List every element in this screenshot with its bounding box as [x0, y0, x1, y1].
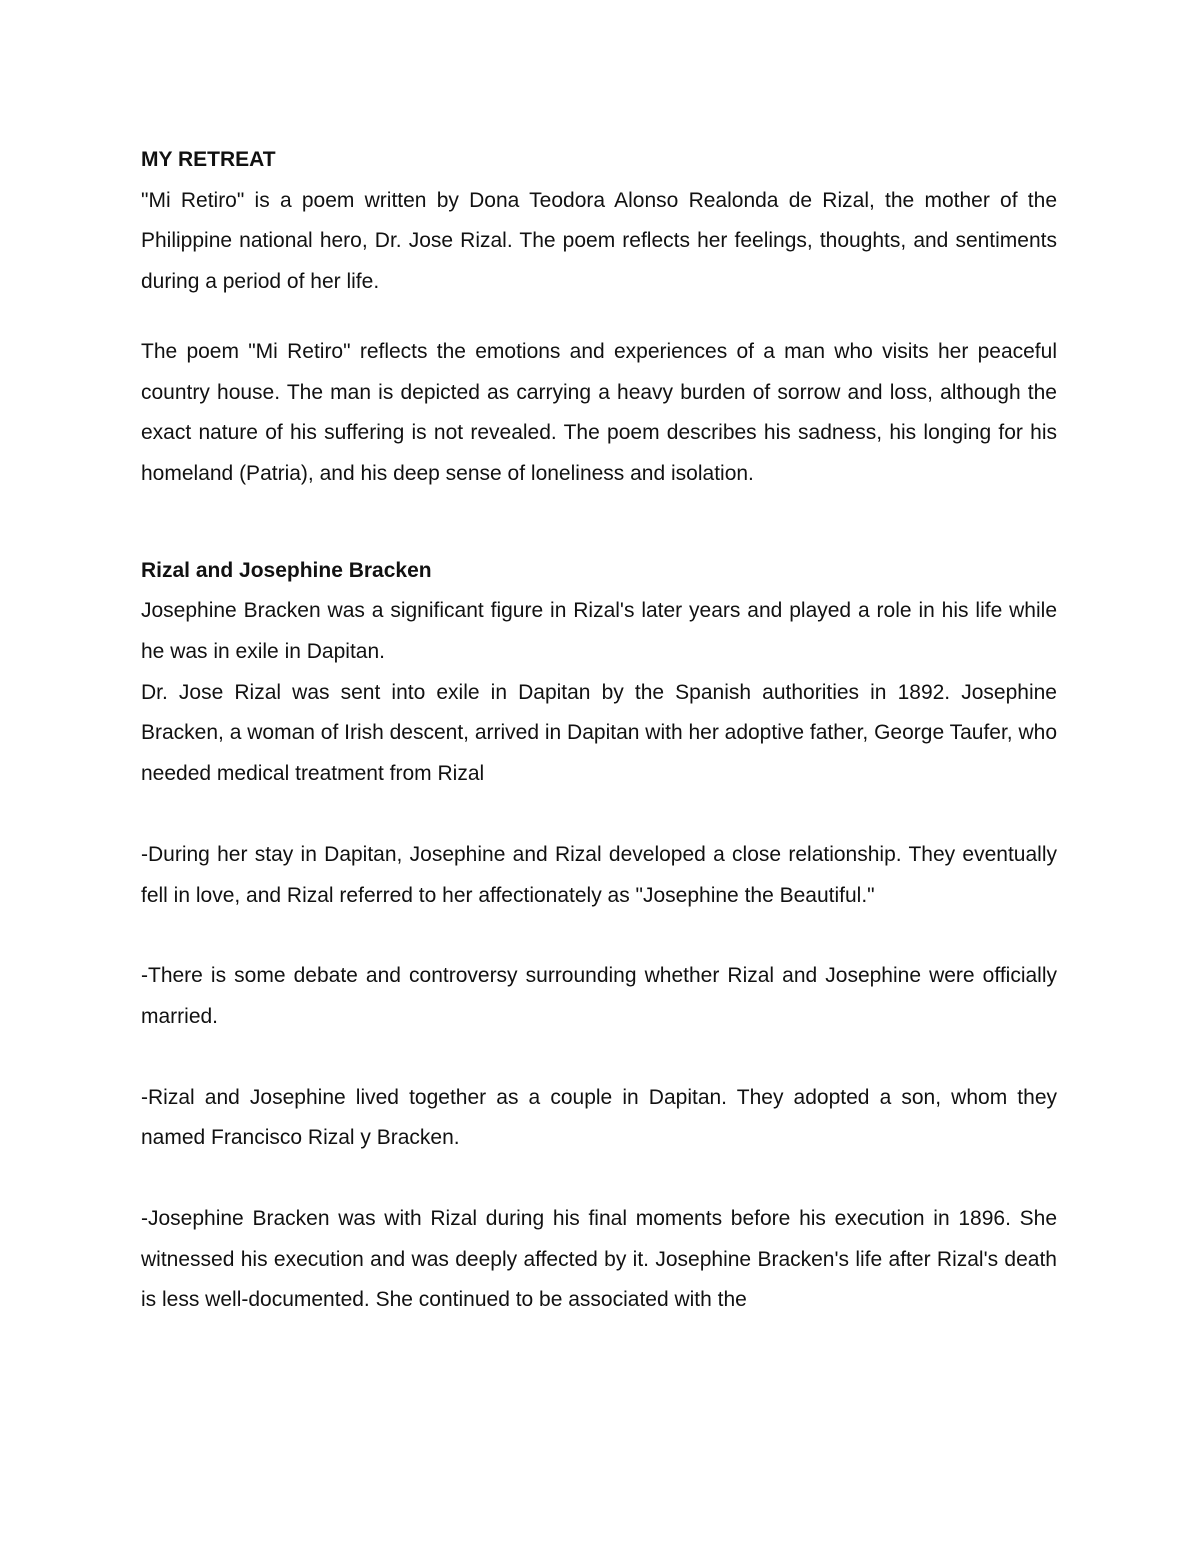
section-heading-rizal-josephine: Rizal and Josephine Bracken: [141, 558, 432, 582]
paragraph-exile-dapitan: Dr. Jose Rizal was sent into exile in Dapitan by the Spanish authorities in 1892. Josephine Bracken, a woman of Irish descent, arrived in Dapitan with her adoptive father, George Taufer, who needed medical treatment from Rizal: [141, 680, 1057, 786]
bullet-marriage-debate: -There is some debate and controversy surrounding whether Rizal and Josephine were officially married.: [141, 964, 1057, 1028]
bullet-execution: -Josephine Bracken was with Rizal during his final moments before his execution in 1896. She witnessed his execution and was deeply affected by it. Josephine Bracken's life after Rizal's death is less well-documented. She continued to be associated with the: [141, 1207, 1057, 1312]
bullet-relationship: -During her stay in Dapitan, Josephine and Rizal developed a close relationship. They eventually fell in love, and Rizal referred to her affectionately as "Josephine the Beautiful.": [141, 842, 1057, 907]
document-body: [141, 140, 1057, 1321]
paragraph-mi-retiro-intro: "Mi Retiro" is a poem written by Dona Teodora Alonso Realonda de Rizal, the mother of the Philippine national hero, Dr. Jose Rizal. The poem reflects her feelings, thoughts, and sentiments during a period of her life.: [141, 188, 1057, 294]
paragraph-mi-retiro-summary: The poem "Mi Retiro" reflects the emotions and experiences of a man who visits her peaceful country house. The man is depicted as carrying a heavy burden of sorrow and loss, although the exact nature of his suffering is not revealed. The poem describes his sadness, his longing for his homeland (Patria), and his deep sense of loneliness and isolation.: [141, 339, 1057, 485]
paragraph-josephine-intro: Josephine Bracken was a significant figure in Rizal's later years and played a role in his life while he was in exile in Dapitan.: [141, 599, 1057, 664]
section-heading-my-retreat: MY RETREAT: [141, 148, 276, 171]
bullet-adopted-son: -Rizal and Josephine lived together as a couple in Dapitan. They adopted a son, whom they named Francisco Rizal y Bracken.: [141, 1085, 1057, 1150]
